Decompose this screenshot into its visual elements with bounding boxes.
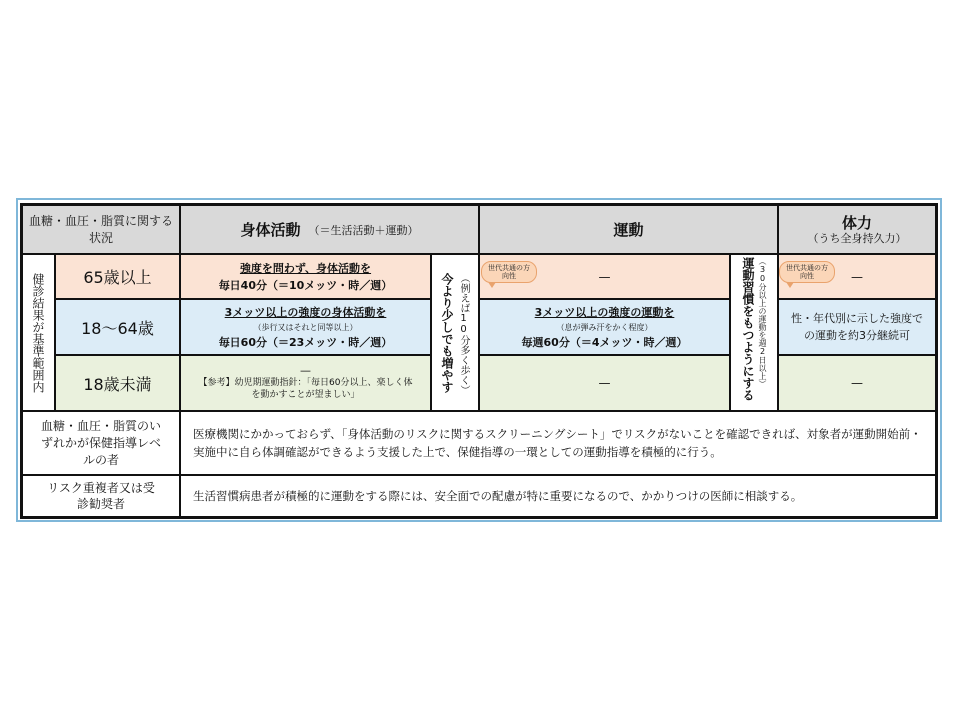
header-condition-text: 血糖・血圧・脂質に関する状況 xyxy=(29,213,174,245)
header-condition xyxy=(23,206,179,253)
guidance-label: 血糖・血圧・脂質のいずれかが保健指導レベルの者 xyxy=(40,418,161,467)
exercise-18-64-line2: 毎週60分（＝4メッツ・時／週） xyxy=(521,335,688,349)
exercise-under-18-text: — xyxy=(598,376,611,390)
risk-label: リスク重複者又は受診勧奨者 xyxy=(47,481,155,511)
guidance-text: 医療機関にかかっておらず、「身体活動のリスクに関するスクリーニングシート」でリスクがないことを確認できれば、対象者が運動開始前・実施中に自ら体調確認ができるよう支援した上で、保健指導の一環としての運動指導を積極的に行う。 xyxy=(193,427,922,459)
fitness-under-18 xyxy=(779,356,935,410)
exercise-65-plus-text: — xyxy=(598,269,611,284)
risk-label-cell xyxy=(23,476,179,516)
guidance-text-cell xyxy=(181,412,935,474)
exercise-18-64-note: （息が弾み汗をかく程度） xyxy=(556,322,653,332)
badge-common-fitness xyxy=(779,261,835,283)
activity-under-18-dash: — xyxy=(300,364,311,377)
activity-65-plus-line1: 強度を問わず、身体活動を xyxy=(239,261,372,275)
age-18-64 xyxy=(56,300,179,354)
badge-common-fitness-text: 世代共通の方向性 xyxy=(786,264,828,280)
header-exercise-title: 運動 xyxy=(613,221,644,239)
side-label: 健診結果が基準範囲内 xyxy=(31,272,45,393)
risk-text-cell xyxy=(181,476,935,516)
activity-65-plus xyxy=(181,255,430,298)
activity-vertical-sub: （例えば10分多く歩く） xyxy=(458,273,469,395)
age-18-64-label: 18〜64歳 xyxy=(81,318,154,338)
activity-18-64-line2: 毎日60分（＝23メッツ・時／週） xyxy=(218,335,393,349)
fitness-18-64 xyxy=(779,300,935,354)
header-fitness-sub: （うち全身持久力） xyxy=(807,231,907,245)
badge-common-activity xyxy=(481,261,537,283)
header-physical-activity xyxy=(181,206,478,253)
fitness-under-18-text: — xyxy=(851,376,863,390)
activity-65-plus-line2: 毎日40分（＝10メッツ・時／週） xyxy=(218,278,393,292)
activity-under-18 xyxy=(181,356,430,410)
header-physical-activity-title: 身体活動 xyxy=(240,221,301,239)
activity-18-64-line1: 3メッツ以上の強度の身体活動を xyxy=(224,305,387,319)
guidance-label-cell xyxy=(23,412,179,474)
badge-common-activity-text: 世代共通の方向性 xyxy=(488,264,530,280)
header-physical-activity-sub: （＝生活活動＋運動） xyxy=(308,223,419,237)
header-fitness xyxy=(779,206,935,253)
activity-18-64 xyxy=(181,300,430,354)
age-under-18 xyxy=(56,356,179,410)
activity-18-64-note: （歩行又はそれと同等以上） xyxy=(253,322,358,332)
age-under-18-label: 18歳未満 xyxy=(83,374,152,394)
age-65-plus-label: 65歳以上 xyxy=(83,268,152,287)
activity-vertical-cell xyxy=(432,255,478,410)
fitness-18-64-text: 性・年代別に示した強度での運動を約3分継続可 xyxy=(791,312,923,342)
age-65-plus xyxy=(56,255,179,298)
risk-text: 生活習慣病患者が積極的に運動をする際には、安全面での配慮が特に重要になるので、かかりつけの医師に相談する。 xyxy=(193,489,803,503)
exercise-vertical-sub: （30分以上の運動を週2日以上） xyxy=(758,257,767,388)
header-fitness-title: 体力 xyxy=(841,213,872,232)
exercise-vertical-cell xyxy=(731,255,777,410)
exercise-18-64-line1: 3メッツ以上の強度の運動を xyxy=(534,305,675,319)
exercise-vertical-main: 運動習慣をもつようにする xyxy=(741,257,755,401)
exercise-under-18 xyxy=(480,356,729,410)
fitness-65-plus-text: — xyxy=(851,269,863,284)
header-exercise xyxy=(480,206,777,253)
activity-vertical-main: 今より少しでも増やす xyxy=(440,273,454,393)
side-label-cell xyxy=(23,255,54,410)
physical-activity-guideline-table xyxy=(20,203,938,519)
exercise-18-64 xyxy=(480,300,729,354)
activity-under-18-ref: 【参考】幼児期運動指針：「毎日60分以上、楽しく体を動かすことが望ましい」 xyxy=(198,378,413,400)
